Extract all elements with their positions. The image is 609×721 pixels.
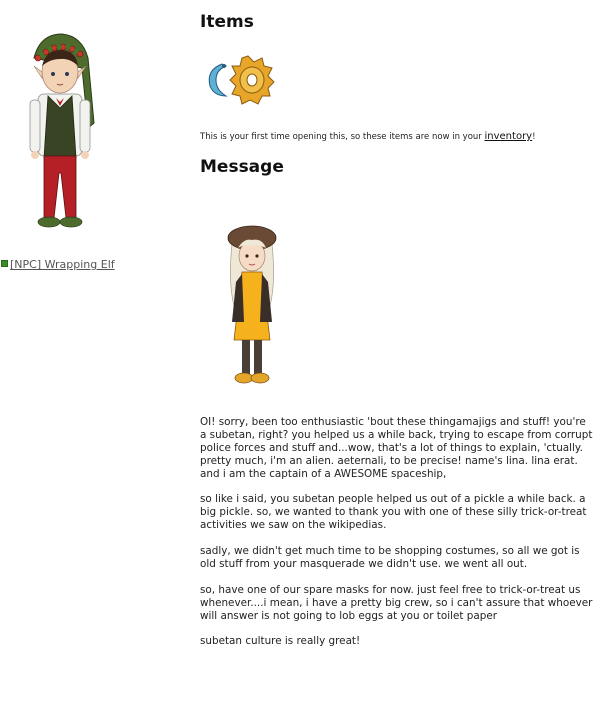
message-paragraph: sadly, we didn't get much time to be shopping costumes, so all we got is old stuff from your masquerade we didn't use. we went all out. [200, 545, 580, 570]
message-paragraph: subetan culture is really great! [200, 635, 361, 648]
message-body [200, 416, 595, 661]
npc-link[interactable]: [NPC] Wrapping Elf [10, 258, 115, 271]
inventory-link[interactable]: inventory [484, 131, 533, 142]
items-note-text: This is your first time opening this, so these items are now in your [200, 132, 485, 142]
items-note [200, 131, 536, 142]
npc-status-icon [1, 260, 8, 267]
npc-link-row [1, 258, 115, 271]
items-list [202, 52, 282, 112]
items-note-suffix: ! [532, 132, 536, 142]
lina-avatar [222, 222, 282, 390]
message-heading: Message [200, 157, 284, 177]
message-paragraph: so like i said, you subetan people helped us out of a pickle a while back. a big pickle. so, we wanted to thank you with one of these silly trick-or-treat activities we saw on the wikipedias. [200, 493, 587, 532]
message-paragraph: OI! sorry, been too enthusiastic 'bout these thingamajigs and stuff! you're a subetan, right? you helped us a while back, trying to escape from corrupt police forces and stuff and...wow, that's a lot of things to explain, 'ctually. pretty much, i'm an alien. aeternali, to be precise! name's lina. lina erat. and i am the captain of a AWESOME spaceship, [200, 416, 593, 480]
items-heading: Items [200, 12, 254, 32]
wrapping-elf-avatar[interactable] [20, 28, 100, 233]
message-paragraph: so, have one of our spare masks for now. just feel free to trick-or-treat us whenever....i mean, i have a pretty big crew, so i can't assure that whoever will answer is not going to lob eggs at you or toilet paper [200, 583, 593, 622]
golden-mask-icon[interactable] [230, 56, 274, 104]
crescent-charm-icon[interactable] [209, 64, 226, 96]
